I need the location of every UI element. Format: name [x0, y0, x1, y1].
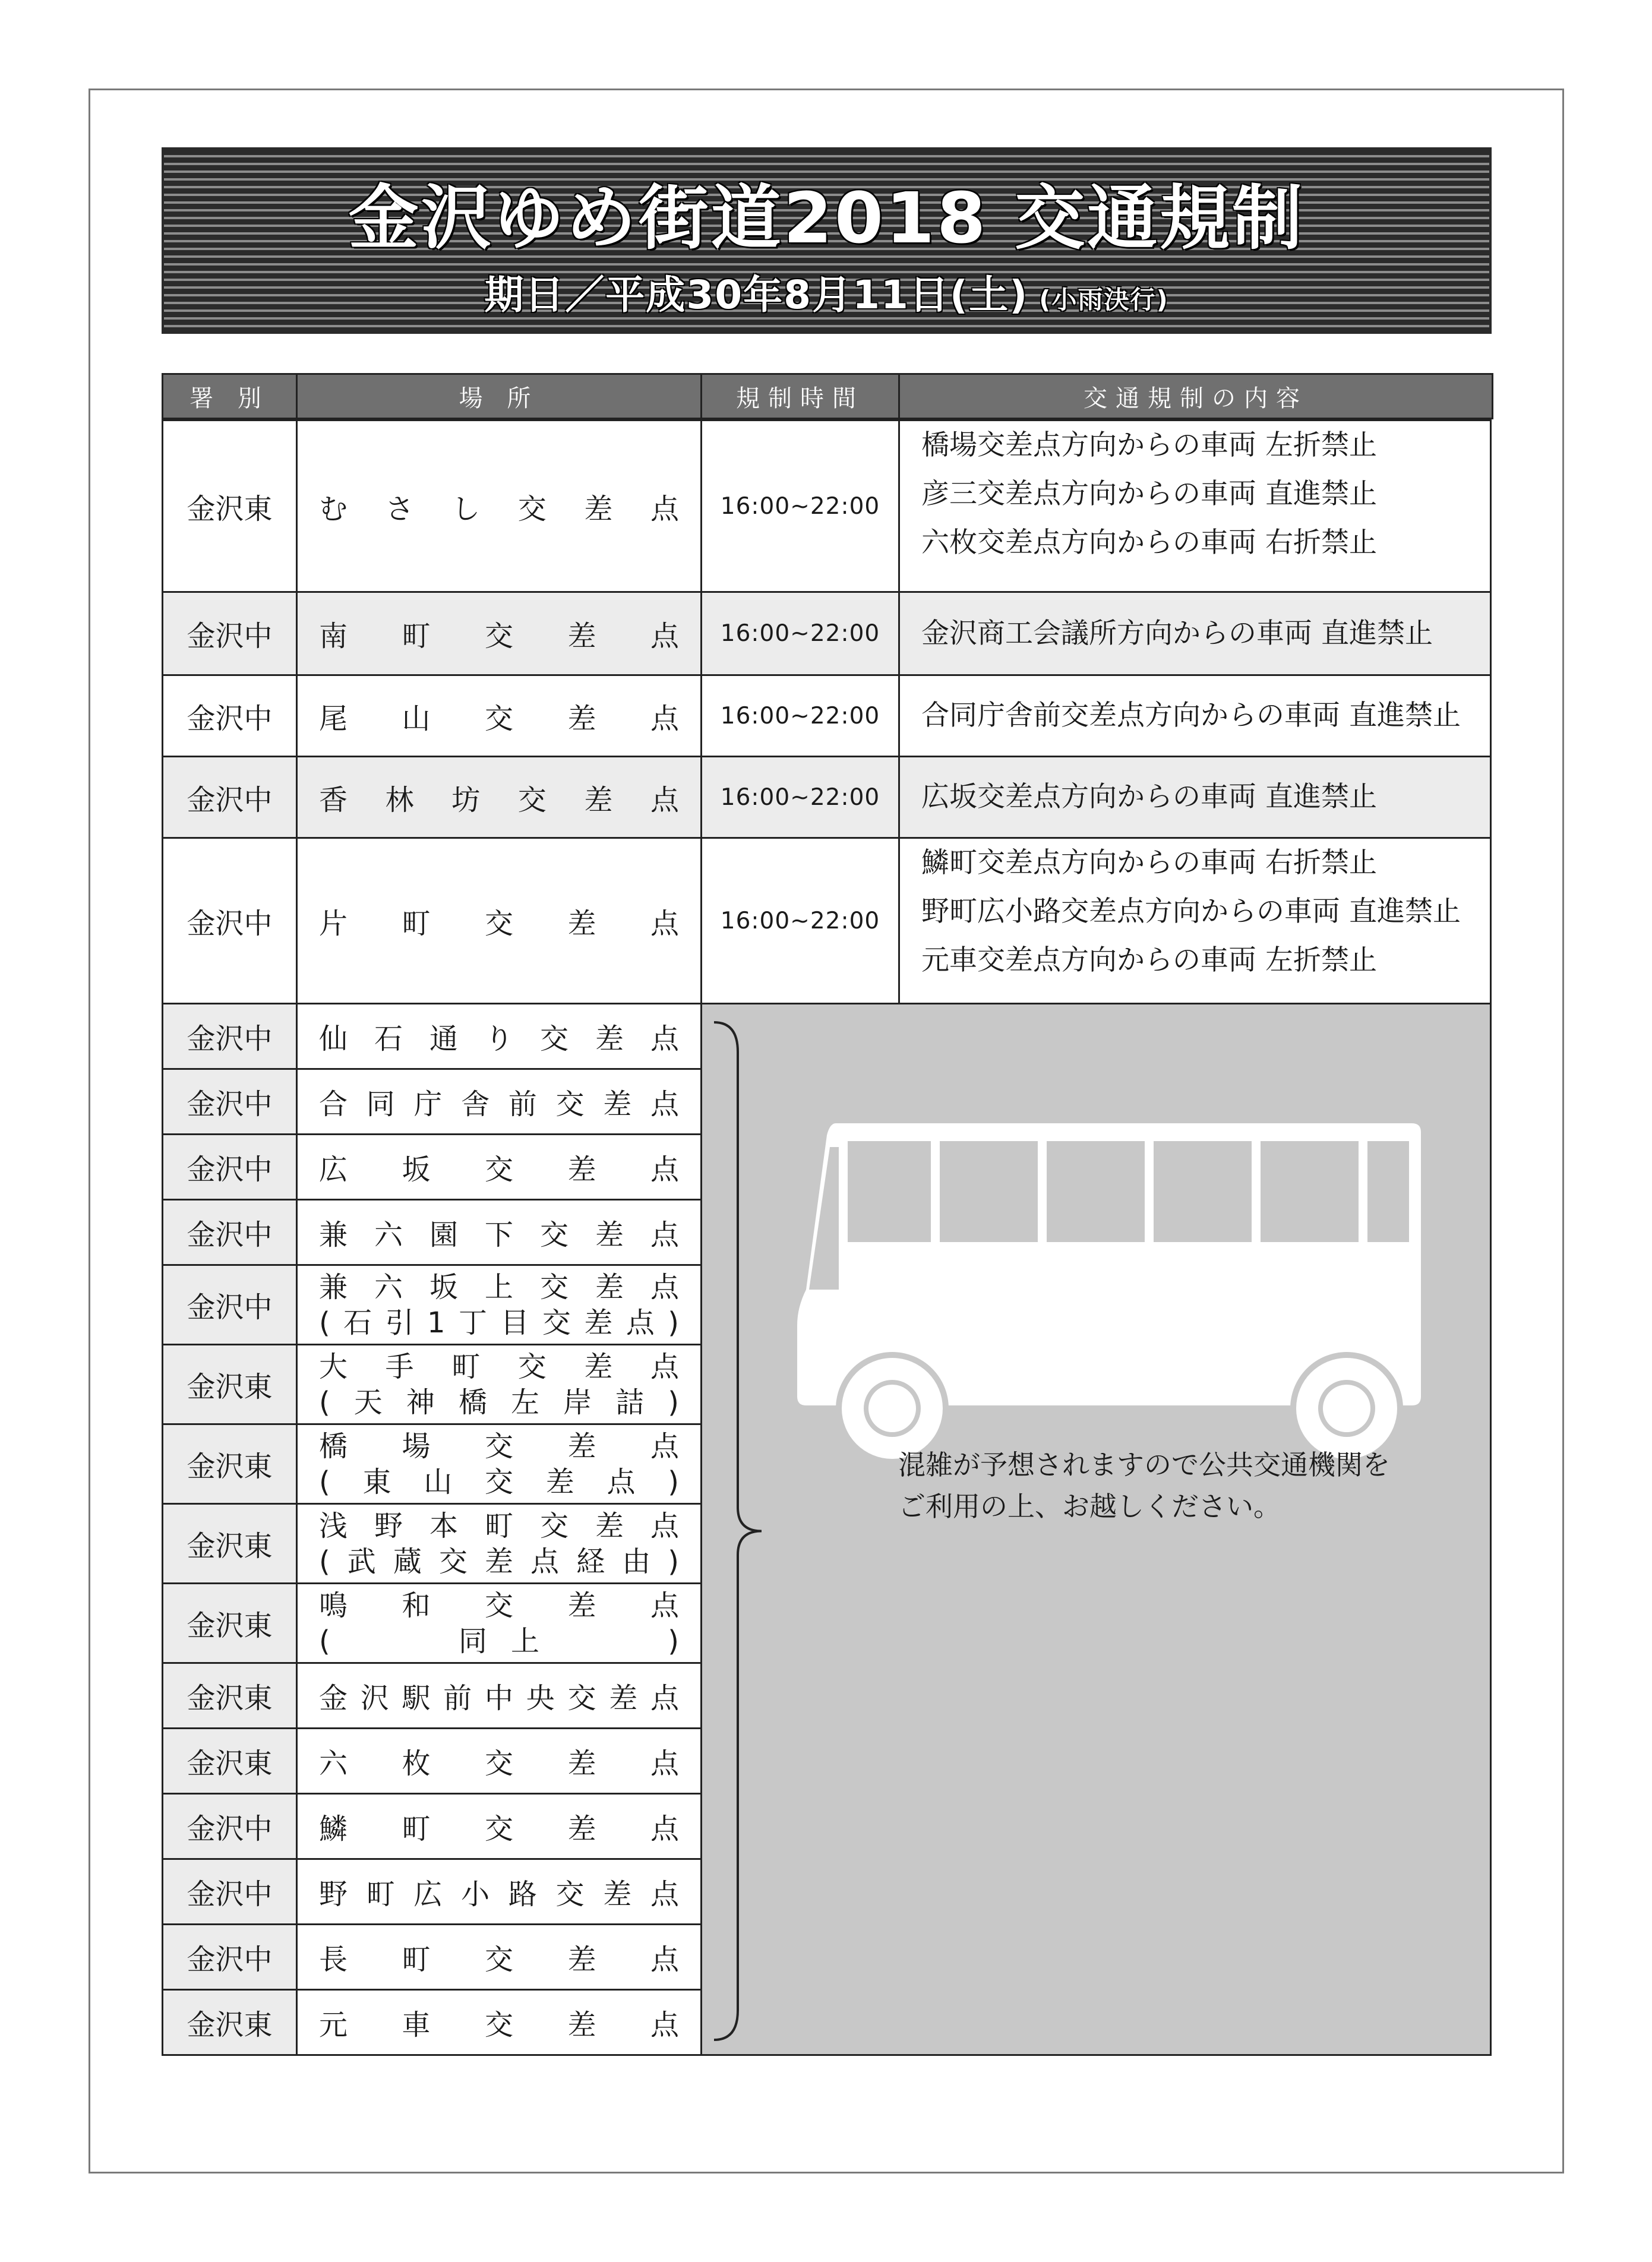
time-cell: 16:00~22:00 — [700, 756, 900, 839]
bus-wheel — [868, 1385, 916, 1432]
place-cell — [296, 1503, 702, 1584]
place-name: むさし交差点 — [319, 492, 679, 526]
column-header: 場 所 — [296, 373, 702, 419]
place-name: 尾山交差点 — [319, 702, 679, 735]
station-cell: 金沢中 — [162, 1793, 298, 1860]
station-cell: 金沢東 — [162, 1727, 298, 1795]
content-line: 彦三交差点方向からの車両 直進禁止 — [921, 478, 1377, 510]
station-cell: 金沢中 — [162, 837, 298, 1004]
bus-icon — [794, 1111, 1424, 1480]
station-cell: 金沢東 — [162, 1423, 298, 1505]
time-cell: 16:00~22:00 — [700, 837, 900, 1004]
place-name: 大手町交差点 — [319, 1350, 679, 1383]
bus-window — [848, 1141, 931, 1242]
time-cell: 16:00~22:00 — [700, 591, 900, 676]
place-note: (石引1丁目交差点) — [319, 1306, 679, 1339]
place-name: 鳴和交差点 — [319, 1588, 679, 1622]
event-date-text: 期日／平成30年8月11日(土) — [484, 272, 1029, 318]
place-note: ( 同上 ) — [319, 1624, 679, 1658]
station-cell: 金沢東 — [162, 1662, 298, 1729]
place-cell — [296, 1199, 702, 1266]
content-line: 六枚交差点方向からの車両 右折禁止 — [921, 526, 1377, 559]
station-cell: 金沢中 — [162, 674, 298, 757]
bus-window — [1047, 1141, 1145, 1242]
title-banner — [162, 147, 1492, 334]
station-cell: 金沢東 — [162, 1503, 298, 1584]
station-cell: 金沢中 — [162, 1068, 298, 1135]
place-cell — [296, 756, 702, 839]
place-cell — [296, 837, 702, 1004]
notice-line: ご利用の上、お越しください。 — [898, 1490, 1281, 1522]
station-cell: 金沢中 — [162, 1858, 298, 1925]
page-title: 金沢ゆめ街道2018 交通規制 — [348, 177, 1305, 259]
bus-window — [1261, 1141, 1359, 1242]
station-cell: 金沢中 — [162, 1003, 298, 1070]
place-cell — [296, 1989, 702, 2056]
place-cell — [296, 1662, 702, 1729]
place-cell — [296, 1133, 702, 1200]
brace-icon — [702, 1004, 767, 2058]
place-name: 香林坊交差点 — [319, 783, 679, 817]
notice-message — [898, 1444, 1390, 1527]
place-name: 浅野本町交差点 — [319, 1509, 679, 1543]
notice-panel — [700, 1003, 1492, 2056]
station-cell: 金沢中 — [162, 1923, 298, 1991]
bus-wheel — [1323, 1385, 1370, 1432]
column-header: 交通規制の内容 — [898, 373, 1493, 419]
place-cell — [296, 1793, 702, 1860]
content-line: 野町広小路交差点方向からの車両 直進禁止 — [921, 895, 1461, 928]
station-cell: 金沢東 — [162, 1344, 298, 1425]
bus-window — [1367, 1141, 1409, 1242]
content-line: 元車交差点方向からの車両 左折禁止 — [921, 944, 1377, 977]
place-cell — [296, 674, 702, 757]
content-cell — [898, 837, 1492, 1004]
place-name: 兼六園下交差点 — [319, 1218, 679, 1252]
station-cell: 金沢東 — [162, 419, 298, 593]
place-name: 元車交差点 — [319, 2008, 679, 2042]
place-cell — [296, 1582, 702, 1664]
place-cell — [296, 1003, 702, 1070]
content-cell — [898, 419, 1492, 593]
time-cell: 16:00~22:00 — [700, 674, 900, 757]
place-cell — [296, 1344, 702, 1425]
place-note: (武蔵交差点経由) — [319, 1544, 679, 1578]
event-date-note: (小雨決行) — [1039, 285, 1169, 314]
content-cell — [898, 756, 1492, 839]
content-cell — [898, 591, 1492, 676]
place-note: (東山交差点) — [319, 1465, 679, 1499]
station-cell: 金沢中 — [162, 756, 298, 839]
bus-window — [940, 1141, 1038, 1242]
time-cell: 16:00~22:00 — [700, 419, 900, 593]
place-cell — [296, 1923, 702, 1991]
station-cell: 金沢中 — [162, 1133, 298, 1200]
place-cell — [296, 1858, 702, 1925]
traffic-regulation-table — [162, 373, 1492, 2096]
place-cell — [296, 591, 702, 676]
content-line: 橋場交差点方向からの車両 左折禁止 — [921, 429, 1377, 462]
station-cell: 金沢中 — [162, 591, 298, 676]
place-cell — [296, 1423, 702, 1505]
place-name: 六枚交差点 — [319, 1747, 679, 1780]
place-name: 南町交差点 — [319, 620, 679, 653]
place-cell — [296, 1264, 702, 1345]
place-cell — [296, 1727, 702, 1795]
event-date — [164, 271, 1489, 324]
place-name: 橋場交差点 — [319, 1429, 679, 1463]
place-name: 野町広小路交差点 — [319, 1878, 679, 1911]
station-cell: 金沢中 — [162, 1199, 298, 1266]
station-cell: 金沢東 — [162, 1989, 298, 2056]
place-name: 広坂交差点 — [319, 1153, 679, 1186]
place-cell — [296, 1068, 702, 1135]
station-cell: 金沢中 — [162, 1264, 298, 1345]
content-line: 金沢商工会議所方向からの車両 直進禁止 — [921, 617, 1433, 650]
bus-window — [1154, 1141, 1252, 1242]
content-line: 鱗町交差点方向からの車両 右折禁止 — [921, 846, 1377, 879]
content-line: 広坂交差点方向からの車両 直進禁止 — [921, 781, 1377, 813]
place-name: 金沢駅前中央交差点 — [319, 1682, 679, 1715]
place-name: 兼六坂上交差点 — [319, 1270, 679, 1304]
content-line: 合同庁舎前交差点方向からの車両 直進禁止 — [921, 699, 1461, 732]
place-name: 長町交差点 — [319, 1943, 679, 1976]
place-note: (天神橋左岸詰) — [319, 1385, 679, 1419]
place-name: 仙石通り交差点 — [319, 1022, 679, 1056]
place-name: 鱗町交差点 — [319, 1812, 679, 1846]
place-name: 片町交差点 — [319, 906, 679, 940]
station-cell: 金沢東 — [162, 1582, 298, 1664]
notice-line: 混雑が予想されますので公共交通機関を — [898, 1449, 1390, 1481]
column-header: 規制時間 — [700, 373, 900, 419]
content-cell — [898, 674, 1492, 757]
place-name: 合同庁舎前交差点 — [319, 1088, 679, 1121]
place-cell — [296, 419, 702, 593]
column-header: 署 別 — [162, 373, 298, 419]
